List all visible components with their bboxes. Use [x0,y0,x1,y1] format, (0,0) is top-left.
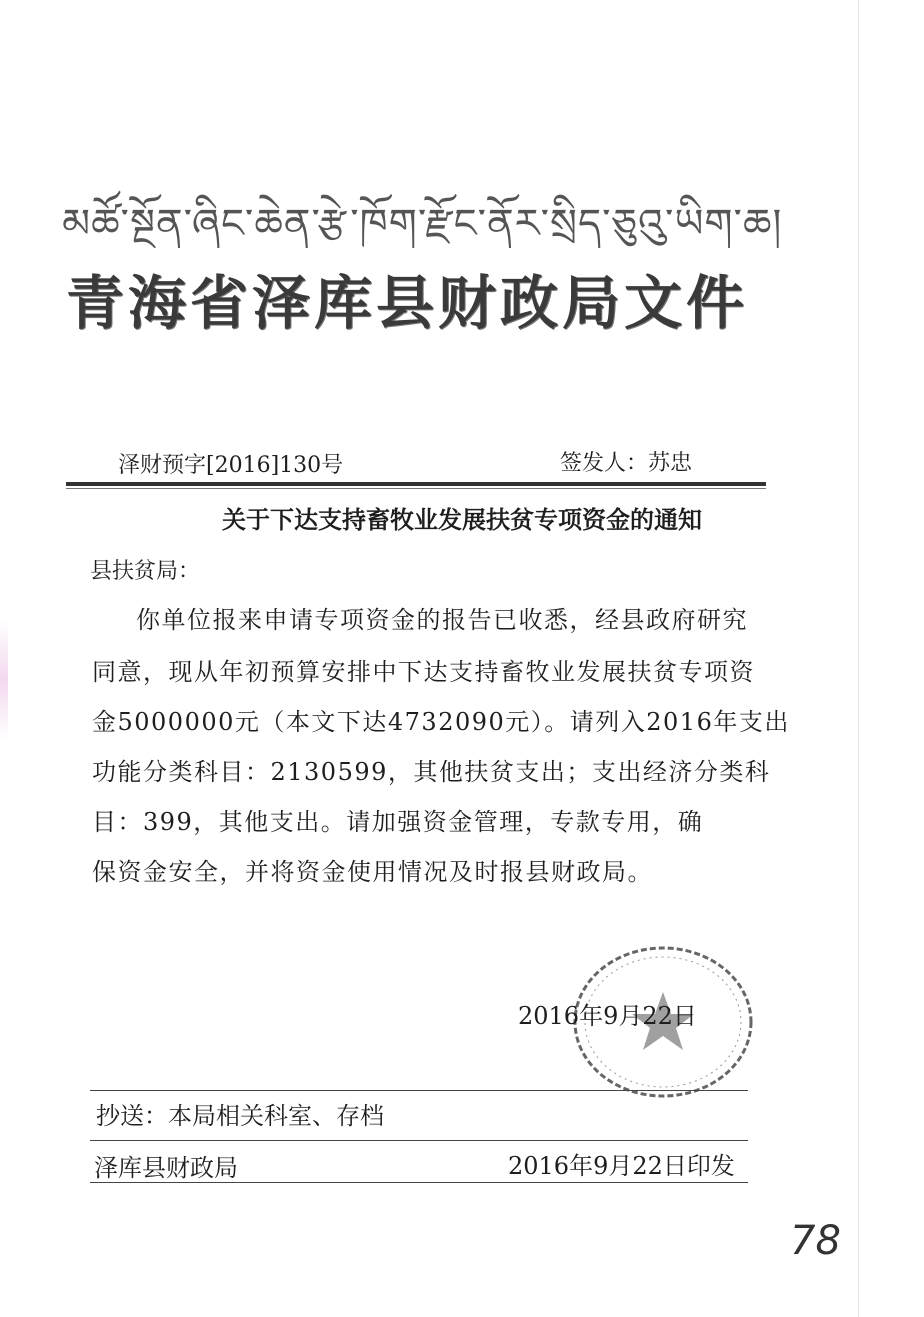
header-divider-thin [66,488,766,489]
page-edge-line [858,0,859,1317]
body-paragraph-line: 目：399，其他支出。请加强资金管理，专款专用，确 [92,808,704,836]
document-header-title: 青海省泽库县财政局文件 [66,269,749,337]
footer-divider-bottom [90,1182,748,1183]
body-paragraph-line: 保资金安全，并将资金使用情况及时报县财政局。 [92,858,653,886]
body-paragraph-line: 你单位报来申请专项资金的报告已收悉，经县政府研究 [136,606,748,634]
footer-divider-top [90,1090,748,1091]
handwritten-page-number: 78 [790,1218,841,1264]
signed-date: 2016年9月22日 [518,1002,697,1030]
body-paragraph-line: 同意，现从年初预算安排中下达支持畜牧业发展扶贫专项资 [92,658,755,686]
header-divider [66,482,766,486]
document-number: 泽财预字[2016]130号 [118,453,344,478]
recipient-line: 县扶贫局： [90,559,201,584]
cc-line: 抄送：本局相关科室、存档 [96,1102,384,1130]
body-paragraph-line: 功能分类科目：2130599，其他扶贫支出；支出经济分类科 [92,758,771,786]
body-paragraph-line: 金5000000元（本文下达4732090元）。请列入2016年支出 [92,708,790,736]
scan-smudge [0,620,8,740]
issuer-signature: 签发人：苏忠 [560,451,693,476]
notice-title: 关于下达支持畜牧业发展扶贫专项资金的通知 [222,506,702,534]
tibetan-title: མཚོ་སྔོན་ཞིང་ཆེན་རྩེ་ཁོག་རྫོང་ནོར་སྲིད་ཅུའུ་ཡིག་ཆ། [62,201,782,247]
footer-organization: 泽库县财政局 [94,1154,238,1182]
print-date: 2016年9月22日印发 [508,1152,735,1180]
footer-divider-middle [90,1140,748,1141]
